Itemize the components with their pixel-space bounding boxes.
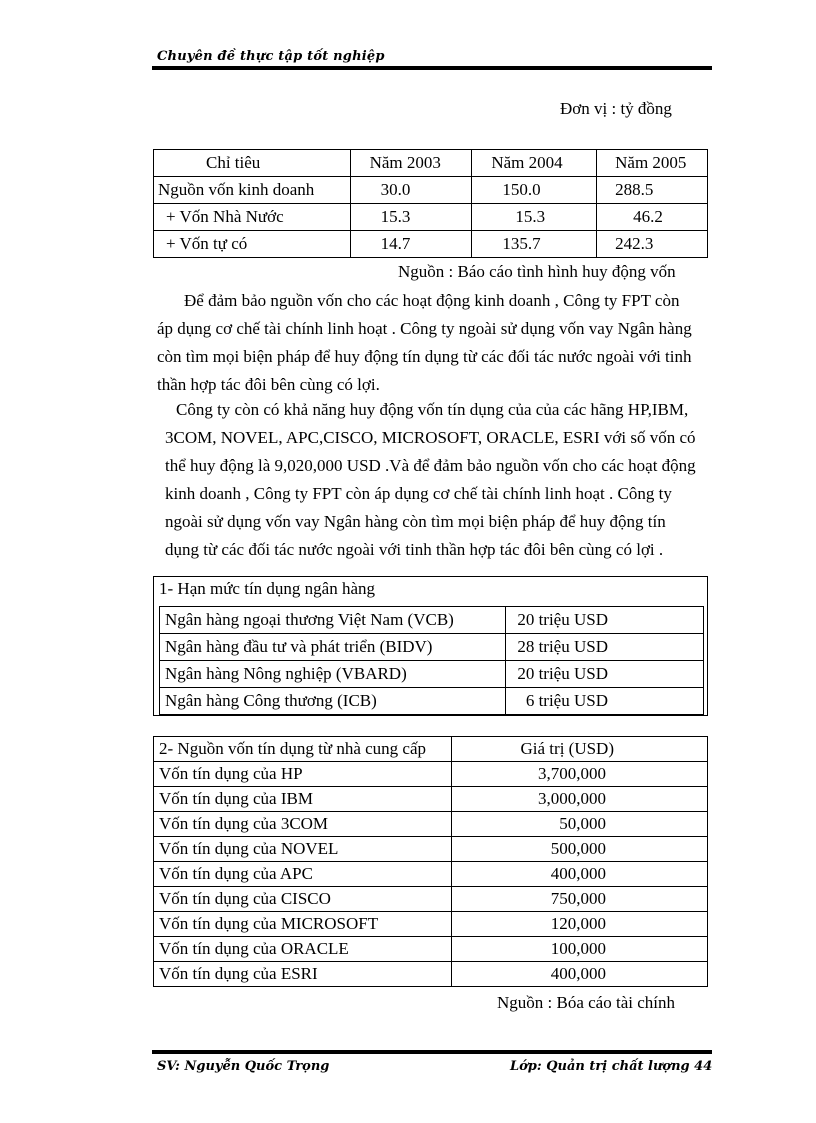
bank-credit-title: 1- Hạn mức tín dụng ngân hàng: [159, 579, 376, 598]
table-cell: 30.0: [350, 177, 472, 204]
row-label: Nguồn vốn kinh doanh: [154, 177, 351, 204]
table-row: [154, 887, 708, 912]
bank-name: Ngân hàng Nông nghiệp (VBARD): [160, 661, 506, 688]
supplier-value: 3,700,000: [452, 762, 708, 787]
supplier-name: Vốn tín dụng của ORACLE: [154, 937, 452, 962]
table-row: [154, 912, 708, 937]
capital-table-source: Nguồn : Báo cáo tình hình huy động vốn: [398, 262, 676, 281]
table-cell: 15.3: [350, 204, 472, 231]
supplier-name: Vốn tín dụng của APC: [154, 862, 452, 887]
table-cell: 288.5: [597, 177, 708, 204]
paragraph-line: ngoài sử dụng vốn vay Ngân hàng còn tìm mọi biện pháp để huy động tín: [165, 512, 666, 531]
bank-limit: 20 triệu USD: [506, 607, 704, 634]
supplier-name: Vốn tín dụng của IBM: [154, 787, 452, 812]
paragraph-line: 3COM, NOVEL, APC,CISCO, MICROSOFT, ORACLE, ESRI với số vốn có: [165, 428, 696, 447]
table-row: [154, 204, 708, 231]
table-row: [154, 862, 708, 887]
supplier-value: 120,000: [452, 912, 708, 937]
supplier-value: 750,000: [452, 887, 708, 912]
table-row: [160, 634, 704, 661]
bank-credit-box: [153, 576, 708, 716]
supplier-value: 100,000: [452, 937, 708, 962]
supplier-value: 3,000,000: [452, 787, 708, 812]
supplier-name: Vốn tín dụng của 3COM: [154, 812, 452, 837]
table-cell: 135.7: [472, 231, 597, 258]
footer-student-name: SV: Nguyễn Quốc Trọng: [157, 1059, 330, 1074]
page-header-title: Chuyên đề thực tập tốt nghiệp: [157, 49, 385, 64]
bank-name: Ngân hàng ngoại thương Việt Nam (VCB): [160, 607, 506, 634]
supplier-value: 400,000: [452, 962, 708, 987]
paragraph-line: dụng từ các đối tác nước ngoài với tinh thần hợp tác đôi bên cùng có lợi .: [165, 540, 664, 559]
footer-class-name: Lớp: Quản trị chất lượng 44: [510, 1059, 713, 1074]
table-cell: 15.3: [472, 204, 597, 231]
bank-limit: 6 triệu USD: [506, 688, 704, 715]
paragraph-line: Công ty còn có khả năng huy động vốn tín dụng của của các hãng HP,IBM,: [176, 400, 689, 419]
table-header-row: [154, 737, 708, 762]
table-row: [154, 787, 708, 812]
paragraph-line: kinh doanh , Công ty FPT còn áp dụng cơ chế tài chính linh hoạt . Công ty: [165, 484, 672, 503]
paragraph-line: thể huy động là 9,020,000 USD .Và để đảm bảo nguồn vốn cho các hoạt động: [165, 456, 696, 475]
table-row: [154, 177, 708, 204]
value-column-header: Giá trị (USD): [452, 737, 708, 762]
table-row: [154, 937, 708, 962]
header-rule: [152, 66, 712, 70]
paragraph-line: Để đảm bảo nguồn vốn cho các hoạt động kinh doanh , Công ty FPT còn: [184, 291, 680, 310]
table-row: [154, 762, 708, 787]
table-header-row: [154, 150, 708, 177]
supplier-value: 500,000: [452, 837, 708, 862]
column-header: Năm 2003: [350, 150, 472, 177]
supplier-credit-title: 2- Nguồn vốn tín dụng từ nhà cung cấp: [154, 737, 452, 762]
column-header: Năm 2004: [472, 150, 597, 177]
table-row: [160, 607, 704, 634]
paragraph-line: còn tìm mọi biện pháp để huy động tín dụng từ các đối tác nước ngoài với tinh: [157, 347, 692, 366]
bank-limit: 20 triệu USD: [506, 661, 704, 688]
paragraph-line: thần hợp tác đôi bên cùng có lợi.: [157, 375, 380, 394]
supplier-name: Vốn tín dụng của MICROSOFT: [154, 912, 452, 937]
paragraph-vendor-credit: [157, 396, 712, 564]
table-cell: 150.0: [472, 177, 597, 204]
table-row: [154, 962, 708, 987]
column-header: Chỉ tiêu: [154, 150, 351, 177]
bank-name: Ngân hàng Công thương (ICB): [160, 688, 506, 715]
paragraph-funding-flexibility: [157, 287, 712, 399]
supplier-name: Vốn tín dụng của HP: [154, 762, 452, 787]
bank-credit-table: [159, 606, 704, 715]
table-cell: 242.3: [597, 231, 708, 258]
bank-name: Ngân hàng đầu tư và phát triển (BIDV): [160, 634, 506, 661]
table-row: [154, 837, 708, 862]
supplier-name: Vốn tín dụng của ESRI: [154, 962, 452, 987]
table-row: [154, 812, 708, 837]
column-header: Năm 2005: [597, 150, 708, 177]
footer-rule: [152, 1050, 712, 1054]
supplier-value: 400,000: [452, 862, 708, 887]
unit-label: Đơn vị : tỷ đồng: [560, 99, 672, 118]
row-label: + Vốn tự có: [154, 231, 351, 258]
supplier-credit-table: [153, 736, 708, 987]
table-row: [160, 661, 704, 688]
table-cell: 14.7: [350, 231, 472, 258]
supplier-name: Vốn tín dụng của NOVEL: [154, 837, 452, 862]
paragraph-line: áp dụng cơ chế tài chính linh hoạt . Công ty ngoài sử dụng vốn vay Ngân hàng: [157, 319, 692, 338]
capital-table: [153, 149, 708, 258]
supplier-value: 50,000: [452, 812, 708, 837]
row-label: + Vốn Nhà Nước: [154, 204, 351, 231]
table-row: [160, 688, 704, 715]
table-cell: 46.2: [597, 204, 708, 231]
bank-limit: 28 triệu USD: [506, 634, 704, 661]
supplier-name: Vốn tín dụng của CISCO: [154, 887, 452, 912]
supplier-credit-source: Nguồn : Bóa cáo tài chính: [497, 993, 675, 1012]
table-row: [154, 231, 708, 258]
